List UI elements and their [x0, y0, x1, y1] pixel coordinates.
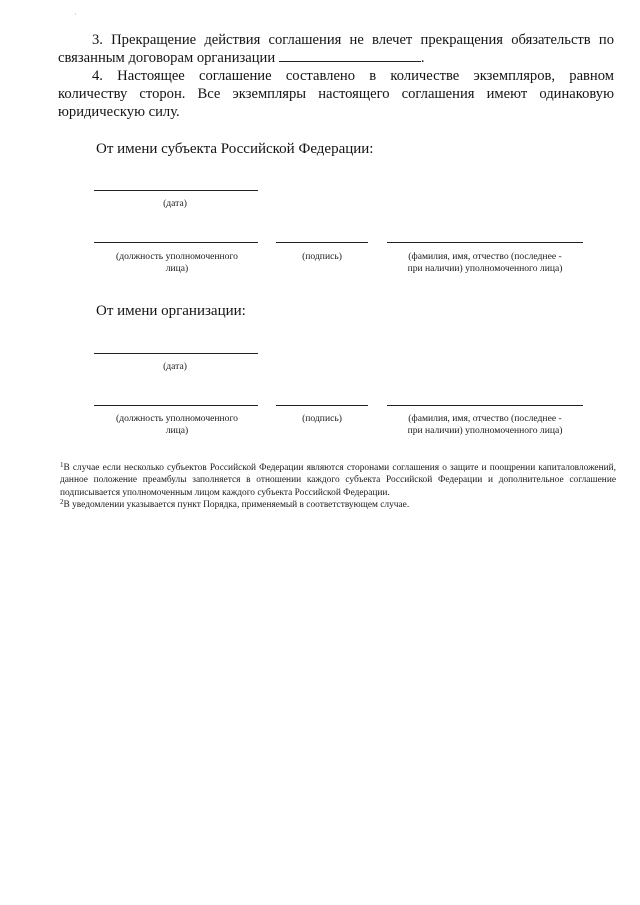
- clause-4-line-3: юридическую силу.: [58, 104, 180, 120]
- footnote-2: [60, 496, 616, 511]
- subject-name-caption: [384, 251, 586, 275]
- subject-name-caption-line-2: при наличии) уполномоченного лица): [407, 263, 563, 274]
- organization-name-line: [387, 405, 583, 406]
- clause-4-line-1: 4. Настоящее соглашение составлено в количестве экземпляров, равном: [92, 68, 614, 84]
- subject-date-line: [94, 190, 258, 191]
- organization-name-caption-line-2: при наличии) уполномоченного лица): [407, 425, 563, 436]
- scan-mark: ·: [74, 10, 77, 19]
- organization-position-caption-line-1: (должность уполномоченного: [116, 413, 238, 424]
- organization-position-line: [94, 405, 258, 406]
- clause-3-line-2-text: связанным договорам организации: [58, 50, 276, 66]
- footnote-2-text: В уведомлении указывается пункт Порядка, применяемый в соответствующем случае.: [63, 500, 410, 510]
- organization-position-caption: [94, 413, 260, 437]
- subject-signature-heading: От имени субъекта Российской Федерации:: [96, 141, 374, 157]
- subject-signature-line: [276, 242, 368, 243]
- clause-4-line-2: количеству сторон. Все экземпляры настоящего соглашения имеют одинаковую: [58, 86, 614, 102]
- footnote-1: [60, 459, 616, 499]
- organization-position-caption-line-2: лица): [165, 425, 189, 436]
- subject-date-caption: (дата): [163, 198, 187, 209]
- organization-date-line: [94, 353, 258, 354]
- footnote-1-mark: 1: [60, 461, 64, 469]
- subject-position-caption-line-2: лица): [165, 263, 189, 274]
- clause-3-line-2: [58, 49, 614, 67]
- clause-3-line-1: 3. Прекращение действия соглашения не влечет прекращения обязательств по: [92, 32, 614, 48]
- subject-name-caption-line-1: (фамилия, имя, отчество (последнее -: [408, 251, 562, 262]
- organization-date-caption: (дата): [163, 361, 187, 372]
- footnote-2-mark: 2: [60, 498, 64, 506]
- organization-signature-heading: От имени организации:: [96, 303, 246, 319]
- clause-3: [58, 31, 614, 67]
- organization-contracts-blank: [279, 49, 421, 62]
- subject-position-line: [94, 242, 258, 243]
- organization-signature-line: [276, 405, 368, 406]
- subject-position-caption: [94, 251, 260, 275]
- organization-signature-caption: (подпись): [302, 413, 342, 424]
- subject-signature-caption: (подпись): [302, 251, 342, 262]
- subject-position-caption-line-1: (должность уполномоченного: [116, 251, 238, 262]
- clause-3-period: .: [420, 50, 425, 66]
- clause-4: [58, 67, 614, 121]
- organization-name-caption-line-1: (фамилия, имя, отчество (последнее -: [408, 413, 562, 424]
- subject-name-line: [387, 242, 583, 243]
- organization-name-caption: [384, 413, 586, 437]
- footnote-1-text: В случае если несколько субъектов Российской Федерации являются сторонами соглашения о защите и поощрении капиталовложений, данное положение преамбулы заполняется в отношении каждого субъекта Российской Федерации и дополнительное соглашение подписывается уполномоченным лицом каждого субъекта Российской Федерации.: [60, 463, 616, 498]
